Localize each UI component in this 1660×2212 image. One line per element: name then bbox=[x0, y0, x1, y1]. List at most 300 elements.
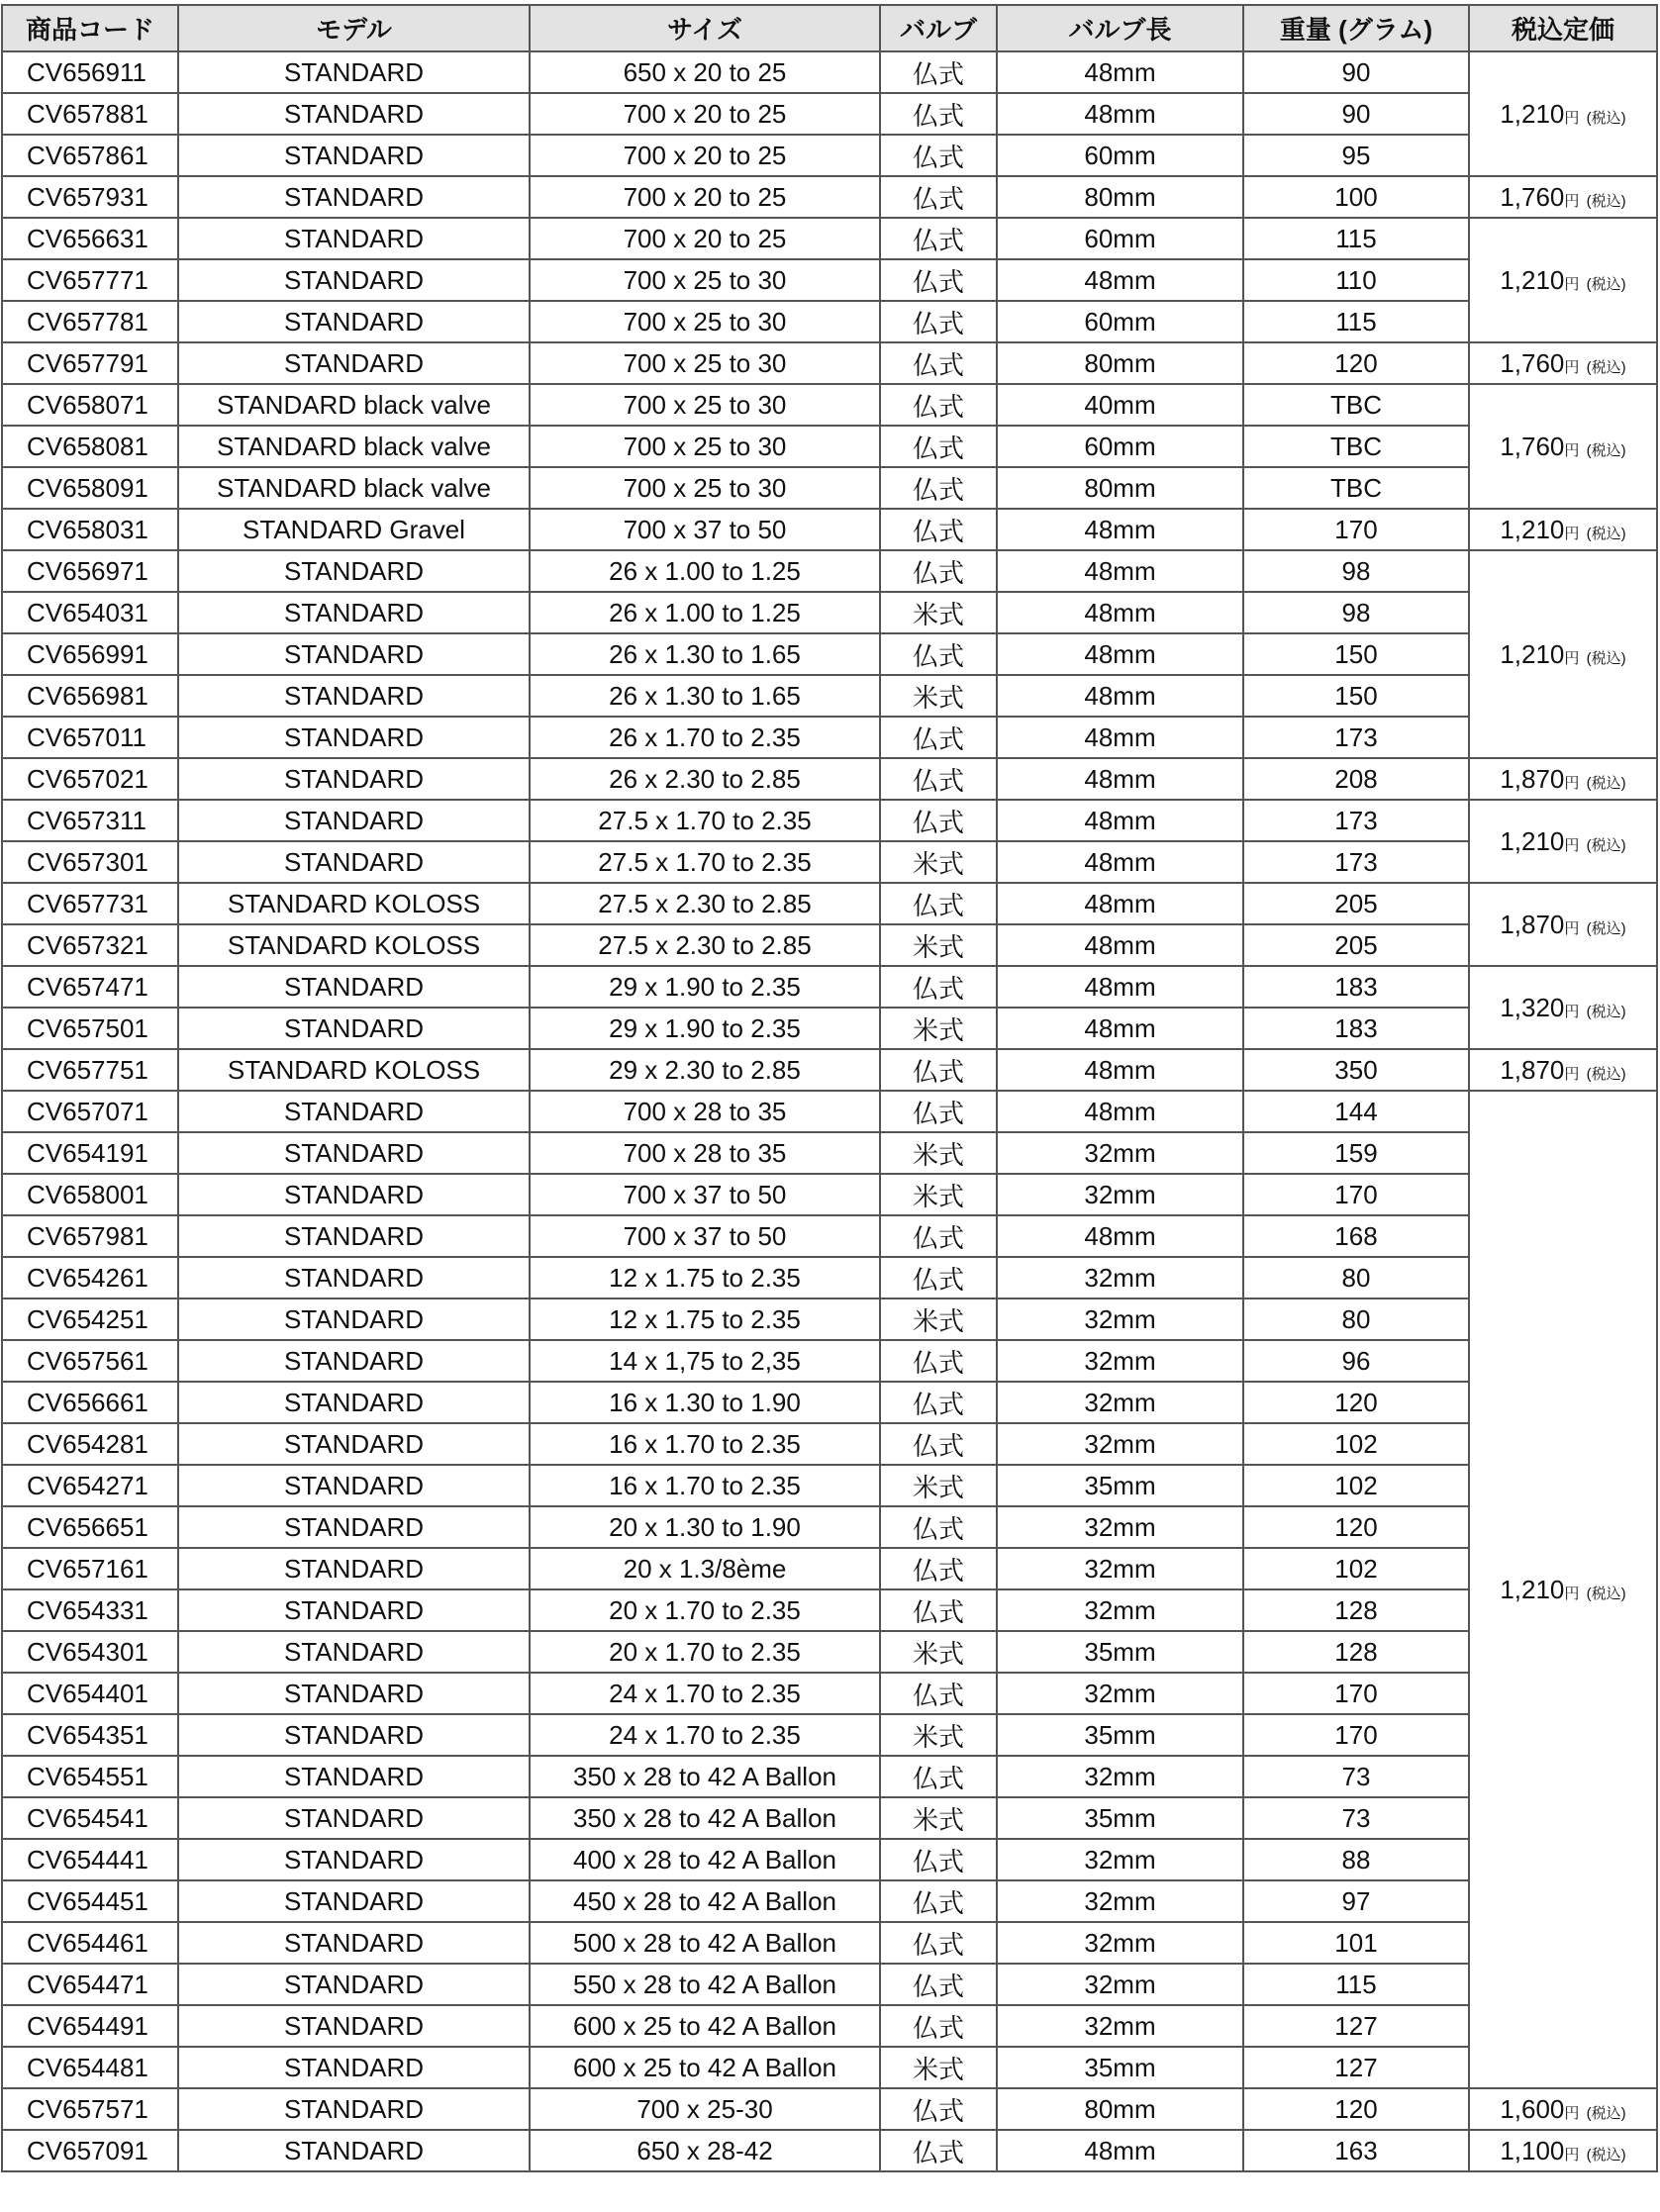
valve-length-cell: 35mm bbox=[997, 1714, 1243, 1756]
tax-included-note: (税込) bbox=[1586, 2104, 1626, 2122]
size-cell: 700 x 28 to 35 bbox=[530, 1091, 880, 1132]
weight-cell: 80 bbox=[1243, 1298, 1469, 1340]
weight-cell: 163 bbox=[1243, 2130, 1469, 2171]
model-cell: STANDARD bbox=[178, 717, 530, 758]
table-row bbox=[2, 1548, 1657, 1589]
model-cell: STANDARD bbox=[178, 1506, 530, 1548]
product-code-cell: CV654191 bbox=[2, 1132, 178, 1174]
product-code-cell: CV658081 bbox=[2, 426, 178, 467]
weight-cell: 183 bbox=[1243, 1008, 1469, 1049]
size-cell: 26 x 1.00 to 1.25 bbox=[530, 592, 880, 633]
model-cell: STANDARD bbox=[178, 1839, 530, 1880]
size-cell: 700 x 25 to 30 bbox=[530, 467, 880, 509]
model-cell: STANDARD bbox=[178, 1382, 530, 1423]
size-cell: 700 x 25 to 30 bbox=[530, 426, 880, 467]
model-cell: STANDARD bbox=[178, 758, 530, 800]
table-body bbox=[2, 51, 1657, 2171]
product-code-cell: CV656991 bbox=[2, 633, 178, 675]
product-code-cell: CV657791 bbox=[2, 342, 178, 384]
table-row bbox=[2, 758, 1657, 800]
price-amount: 1,760 bbox=[1500, 347, 1565, 378]
tax-included-note: (税込) bbox=[1586, 1585, 1626, 1602]
product-code-cell: CV657731 bbox=[2, 883, 178, 924]
product-code-cell: CV657881 bbox=[2, 93, 178, 135]
valve-type-cell: 仏式 bbox=[880, 342, 997, 384]
model-cell: STANDARD bbox=[178, 1589, 530, 1631]
header-model: モデル bbox=[178, 5, 530, 51]
valve-type-cell: 仏式 bbox=[880, 966, 997, 1008]
valve-length-cell: 32mm bbox=[997, 1922, 1243, 1964]
weight-cell: 170 bbox=[1243, 1673, 1469, 1714]
table-row bbox=[2, 301, 1657, 342]
size-cell: 20 x 1.70 to 2.35 bbox=[530, 1589, 880, 1631]
model-cell: STANDARD bbox=[178, 633, 530, 675]
valve-length-cell: 80mm bbox=[997, 2088, 1243, 2130]
tax-included-note: (税込) bbox=[1586, 2146, 1626, 2164]
model-cell: STANDARD bbox=[178, 2005, 530, 2047]
product-code-cell: CV657771 bbox=[2, 259, 178, 301]
valve-type-cell: 米式 bbox=[880, 1298, 997, 1340]
yen-suffix: 円 bbox=[1564, 649, 1580, 667]
valve-type-cell: 仏式 bbox=[880, 1589, 997, 1631]
valve-length-cell: 48mm bbox=[997, 800, 1243, 841]
tax-included-note: (税込) bbox=[1586, 919, 1626, 937]
product-code-cell: CV654441 bbox=[2, 1839, 178, 1880]
table-row bbox=[2, 1964, 1657, 2005]
product-code-cell: CV657781 bbox=[2, 301, 178, 342]
table-row bbox=[2, 675, 1657, 717]
valve-type-cell: 仏式 bbox=[880, 93, 997, 135]
yen-suffix: 円 bbox=[1564, 192, 1580, 210]
valve-length-cell: 32mm bbox=[997, 1132, 1243, 1174]
valve-type-cell: 仏式 bbox=[880, 758, 997, 800]
valve-length-cell: 32mm bbox=[997, 1506, 1243, 1548]
price-amount: 1,210 bbox=[1500, 1574, 1565, 1604]
product-code-cell: CV654301 bbox=[2, 1631, 178, 1673]
size-cell: 27.5 x 2.30 to 2.85 bbox=[530, 924, 880, 966]
price-cell bbox=[1469, 2088, 1657, 2130]
weight-cell: 127 bbox=[1243, 2047, 1469, 2088]
size-cell: 27.5 x 1.70 to 2.35 bbox=[530, 800, 880, 841]
model-cell: STANDARD bbox=[178, 1174, 530, 1215]
valve-length-cell: 60mm bbox=[997, 218, 1243, 259]
price-cell bbox=[1469, 2130, 1657, 2171]
table-row bbox=[2, 1257, 1657, 1298]
valve-type-cell: 仏式 bbox=[880, 1673, 997, 1714]
table-row bbox=[2, 1880, 1657, 1922]
product-code-cell: CV657981 bbox=[2, 1215, 178, 1257]
table-row bbox=[2, 1756, 1657, 1797]
model-cell: STANDARD KOLOSS bbox=[178, 924, 530, 966]
model-cell: STANDARD Gravel bbox=[178, 509, 530, 550]
model-cell: STANDARD bbox=[178, 1880, 530, 1922]
price-amount: 1,600 bbox=[1500, 2093, 1565, 2124]
product-code-cell: CV658001 bbox=[2, 1174, 178, 1215]
valve-type-cell: 米式 bbox=[880, 924, 997, 966]
valve-length-cell: 80mm bbox=[997, 467, 1243, 509]
valve-length-cell: 48mm bbox=[997, 1008, 1243, 1049]
weight-cell: 173 bbox=[1243, 841, 1469, 883]
valve-length-cell: 48mm bbox=[997, 1091, 1243, 1132]
size-cell: 700 x 25-30 bbox=[530, 2088, 880, 2130]
product-code-cell: CV656971 bbox=[2, 550, 178, 592]
table-row bbox=[2, 1174, 1657, 1215]
weight-cell: 115 bbox=[1243, 301, 1469, 342]
weight-cell: 168 bbox=[1243, 1215, 1469, 1257]
model-cell: STANDARD bbox=[178, 966, 530, 1008]
valve-length-cell: 60mm bbox=[997, 426, 1243, 467]
price-cell bbox=[1469, 384, 1657, 509]
product-code-cell: CV657561 bbox=[2, 1340, 178, 1382]
weight-cell: 115 bbox=[1243, 218, 1469, 259]
valve-length-cell: 48mm bbox=[997, 841, 1243, 883]
model-cell: STANDARD bbox=[178, 342, 530, 384]
weight-cell: 120 bbox=[1243, 2088, 1469, 2130]
table-row bbox=[2, 2047, 1657, 2088]
size-cell: 29 x 1.90 to 2.35 bbox=[530, 1008, 880, 1049]
valve-length-cell: 32mm bbox=[997, 1423, 1243, 1465]
product-code-cell: CV657311 bbox=[2, 800, 178, 841]
product-code-cell: CV657301 bbox=[2, 841, 178, 883]
yen-suffix: 円 bbox=[1564, 275, 1580, 293]
valve-type-cell: 仏式 bbox=[880, 467, 997, 509]
header-valve-length: バルブ長 bbox=[997, 5, 1243, 51]
weight-cell: 127 bbox=[1243, 2005, 1469, 2047]
header-product-code: 商品コード bbox=[2, 5, 178, 51]
valve-type-cell: 米式 bbox=[880, 1465, 997, 1506]
valve-type-cell: 仏式 bbox=[880, 1382, 997, 1423]
valve-length-cell: 32mm bbox=[997, 1839, 1243, 1880]
valve-type-cell: 仏式 bbox=[880, 259, 997, 301]
weight-cell: 90 bbox=[1243, 51, 1469, 93]
table-row bbox=[2, 2005, 1657, 2047]
tax-included-note: (税込) bbox=[1586, 441, 1626, 459]
table-row bbox=[2, 259, 1657, 301]
size-cell: 16 x 1.30 to 1.90 bbox=[530, 1382, 880, 1423]
product-code-cell: CV654401 bbox=[2, 1673, 178, 1714]
header-row bbox=[2, 5, 1657, 51]
yen-suffix: 円 bbox=[1564, 441, 1580, 459]
valve-type-cell: 米式 bbox=[880, 841, 997, 883]
valve-type-cell: 仏式 bbox=[880, 717, 997, 758]
size-cell: 24 x 1.70 to 2.35 bbox=[530, 1714, 880, 1756]
price-cell bbox=[1469, 1091, 1657, 2088]
valve-type-cell: 米式 bbox=[880, 592, 997, 633]
price-amount: 1,210 bbox=[1500, 514, 1565, 544]
valve-type-cell: 米式 bbox=[880, 2047, 997, 2088]
tax-included-note: (税込) bbox=[1586, 1003, 1626, 1020]
tax-included-note: (税込) bbox=[1586, 525, 1626, 542]
table-row bbox=[2, 426, 1657, 467]
table-row bbox=[2, 1340, 1657, 1382]
valve-length-cell: 48mm bbox=[997, 1215, 1243, 1257]
valve-length-cell: 48mm bbox=[997, 758, 1243, 800]
valve-type-cell: 仏式 bbox=[880, 633, 997, 675]
valve-type-cell: 仏式 bbox=[880, 1257, 997, 1298]
product-code-cell: CV654031 bbox=[2, 592, 178, 633]
weight-cell: 101 bbox=[1243, 1922, 1469, 1964]
yen-suffix: 円 bbox=[1564, 1585, 1580, 1602]
weight-cell: 205 bbox=[1243, 924, 1469, 966]
product-code-cell: CV654281 bbox=[2, 1423, 178, 1465]
size-cell: 14 x 1,75 to 2,35 bbox=[530, 1340, 880, 1382]
valve-type-cell: 仏式 bbox=[880, 1964, 997, 2005]
product-code-cell: CV657091 bbox=[2, 2130, 178, 2171]
product-code-cell: CV657861 bbox=[2, 135, 178, 176]
price-cell bbox=[1469, 1049, 1657, 1091]
product-code-cell: CV654271 bbox=[2, 1465, 178, 1506]
product-code-cell: CV656981 bbox=[2, 675, 178, 717]
weight-cell: TBC bbox=[1243, 426, 1469, 467]
size-cell: 700 x 25 to 30 bbox=[530, 342, 880, 384]
weight-cell: 170 bbox=[1243, 1174, 1469, 1215]
table-row bbox=[2, 550, 1657, 592]
product-code-cell: CV656651 bbox=[2, 1506, 178, 1548]
size-cell: 350 x 28 to 42 A Ballon bbox=[530, 1756, 880, 1797]
model-cell: STANDARD bbox=[178, 1548, 530, 1589]
yen-suffix: 円 bbox=[1564, 525, 1580, 542]
size-cell: 650 x 20 to 25 bbox=[530, 51, 880, 93]
valve-type-cell: 米式 bbox=[880, 1008, 997, 1049]
valve-type-cell: 仏式 bbox=[880, 384, 997, 426]
weight-cell: 208 bbox=[1243, 758, 1469, 800]
valve-length-cell: 48mm bbox=[997, 509, 1243, 550]
product-code-cell: CV657571 bbox=[2, 2088, 178, 2130]
size-cell: 20 x 1.70 to 2.35 bbox=[530, 1631, 880, 1673]
valve-type-cell: 仏式 bbox=[880, 1340, 997, 1382]
product-code-cell: CV654481 bbox=[2, 2047, 178, 2088]
table-row bbox=[2, 1839, 1657, 1880]
yen-suffix: 円 bbox=[1564, 774, 1580, 792]
size-cell: 700 x 20 to 25 bbox=[530, 135, 880, 176]
valve-type-cell: 仏式 bbox=[880, 218, 997, 259]
size-cell: 700 x 28 to 35 bbox=[530, 1132, 880, 1174]
valve-type-cell: 仏式 bbox=[880, 2088, 997, 2130]
size-cell: 350 x 28 to 42 A Ballon bbox=[530, 1797, 880, 1839]
table-row bbox=[2, 135, 1657, 176]
product-code-cell: CV654541 bbox=[2, 1797, 178, 1839]
valve-length-cell: 48mm bbox=[997, 966, 1243, 1008]
weight-cell: 128 bbox=[1243, 1631, 1469, 1673]
product-code-cell: CV654551 bbox=[2, 1756, 178, 1797]
size-cell: 29 x 1.90 to 2.35 bbox=[530, 966, 880, 1008]
valve-type-cell: 仏式 bbox=[880, 2130, 997, 2171]
table-row bbox=[2, 1423, 1657, 1465]
model-cell: STANDARD bbox=[178, 841, 530, 883]
weight-cell: 98 bbox=[1243, 592, 1469, 633]
valve-length-cell: 48mm bbox=[997, 883, 1243, 924]
product-code-cell: CV657011 bbox=[2, 717, 178, 758]
model-cell: STANDARD bbox=[178, 301, 530, 342]
weight-cell: 170 bbox=[1243, 1714, 1469, 1756]
valve-type-cell: 米式 bbox=[880, 675, 997, 717]
table-row bbox=[2, 384, 1657, 426]
table-row bbox=[2, 1714, 1657, 1756]
product-code-cell: CV657471 bbox=[2, 966, 178, 1008]
product-code-cell: CV654471 bbox=[2, 1964, 178, 2005]
valve-length-cell: 35mm bbox=[997, 2047, 1243, 2088]
table-row bbox=[2, 1797, 1657, 1839]
valve-type-cell: 仏式 bbox=[880, 883, 997, 924]
price-cell bbox=[1469, 509, 1657, 550]
product-code-cell: CV656911 bbox=[2, 51, 178, 93]
size-cell: 16 x 1.70 to 2.35 bbox=[530, 1423, 880, 1465]
yen-suffix: 円 bbox=[1564, 1065, 1580, 1083]
model-cell: STANDARD bbox=[178, 1132, 530, 1174]
product-code-cell: CV656661 bbox=[2, 1382, 178, 1423]
model-cell: STANDARD bbox=[178, 2047, 530, 2088]
yen-suffix: 円 bbox=[1564, 109, 1580, 127]
model-cell: STANDARD bbox=[178, 218, 530, 259]
valve-length-cell: 40mm bbox=[997, 384, 1243, 426]
valve-length-cell: 32mm bbox=[997, 1880, 1243, 1922]
valve-length-cell: 80mm bbox=[997, 176, 1243, 218]
valve-length-cell: 35mm bbox=[997, 1465, 1243, 1506]
model-cell: STANDARD bbox=[178, 1673, 530, 1714]
price-amount: 1,210 bbox=[1500, 825, 1565, 856]
size-cell: 16 x 1.70 to 2.35 bbox=[530, 1465, 880, 1506]
yen-suffix: 円 bbox=[1564, 836, 1580, 854]
valve-length-cell: 32mm bbox=[997, 1298, 1243, 1340]
valve-type-cell: 仏式 bbox=[880, 1922, 997, 1964]
weight-cell: 110 bbox=[1243, 259, 1469, 301]
size-cell: 20 x 1.30 to 1.90 bbox=[530, 1506, 880, 1548]
size-cell: 450 x 28 to 42 A Ballon bbox=[530, 1880, 880, 1922]
model-cell: STANDARD bbox=[178, 135, 530, 176]
model-cell: STANDARD bbox=[178, 2088, 530, 2130]
table-row bbox=[2, 176, 1657, 218]
size-cell: 600 x 25 to 42 A Ballon bbox=[530, 2005, 880, 2047]
header-weight: 重量 (グラム) bbox=[1243, 5, 1469, 51]
product-code-cell: CV657321 bbox=[2, 924, 178, 966]
yen-suffix: 円 bbox=[1564, 919, 1580, 937]
valve-length-cell: 48mm bbox=[997, 633, 1243, 675]
table-row bbox=[2, 1008, 1657, 1049]
model-cell: STANDARD bbox=[178, 93, 530, 135]
size-cell: 650 x 28-42 bbox=[530, 2130, 880, 2171]
valve-length-cell: 35mm bbox=[997, 1797, 1243, 1839]
table-row bbox=[2, 966, 1657, 1008]
valve-type-cell: 仏式 bbox=[880, 301, 997, 342]
valve-length-cell: 32mm bbox=[997, 1964, 1243, 2005]
price-cell bbox=[1469, 550, 1657, 758]
price-cell bbox=[1469, 758, 1657, 800]
size-cell: 20 x 1.3/8ème bbox=[530, 1548, 880, 1589]
model-cell: STANDARD bbox=[178, 1340, 530, 1382]
product-code-cell: CV657021 bbox=[2, 758, 178, 800]
size-cell: 700 x 25 to 30 bbox=[530, 259, 880, 301]
product-code-cell: CV654491 bbox=[2, 2005, 178, 2047]
table-row bbox=[2, 1922, 1657, 1964]
valve-type-cell: 仏式 bbox=[880, 1880, 997, 1922]
weight-cell: 80 bbox=[1243, 1257, 1469, 1298]
product-code-cell: CV657931 bbox=[2, 176, 178, 218]
size-cell: 26 x 1.70 to 2.35 bbox=[530, 717, 880, 758]
valve-type-cell: 仏式 bbox=[880, 1215, 997, 1257]
product-code-cell: CV657751 bbox=[2, 1049, 178, 1091]
header-size: サイズ bbox=[530, 5, 880, 51]
weight-cell: 183 bbox=[1243, 966, 1469, 1008]
size-cell: 26 x 1.30 to 1.65 bbox=[530, 633, 880, 675]
size-cell: 26 x 1.00 to 1.25 bbox=[530, 550, 880, 592]
weight-cell: 170 bbox=[1243, 509, 1469, 550]
product-code-cell: CV657071 bbox=[2, 1091, 178, 1132]
yen-suffix: 円 bbox=[1564, 358, 1580, 376]
table-row bbox=[2, 841, 1657, 883]
valve-length-cell: 32mm bbox=[997, 1174, 1243, 1215]
table-row bbox=[2, 1673, 1657, 1714]
valve-type-cell: 米式 bbox=[880, 1631, 997, 1673]
valve-type-cell: 仏式 bbox=[880, 176, 997, 218]
valve-length-cell: 48mm bbox=[997, 1049, 1243, 1091]
table-row bbox=[2, 1049, 1657, 1091]
valve-length-cell: 32mm bbox=[997, 1589, 1243, 1631]
size-cell: 700 x 20 to 25 bbox=[530, 176, 880, 218]
product-code-cell: CV656631 bbox=[2, 218, 178, 259]
size-cell: 26 x 1.30 to 1.65 bbox=[530, 675, 880, 717]
table-row bbox=[2, 1382, 1657, 1423]
model-cell: STANDARD bbox=[178, 1091, 530, 1132]
valve-length-cell: 48mm bbox=[997, 259, 1243, 301]
table-row bbox=[2, 342, 1657, 384]
model-cell: STANDARD KOLOSS bbox=[178, 883, 530, 924]
product-code-cell: CV654251 bbox=[2, 1298, 178, 1340]
valve-length-cell: 32mm bbox=[997, 1340, 1243, 1382]
price-cell bbox=[1469, 342, 1657, 384]
table-row bbox=[2, 1631, 1657, 1673]
valve-type-cell: 仏式 bbox=[880, 1506, 997, 1548]
weight-cell: 173 bbox=[1243, 800, 1469, 841]
price-amount: 1,100 bbox=[1500, 2135, 1565, 2165]
table-row bbox=[2, 509, 1657, 550]
price-amount: 1,210 bbox=[1500, 638, 1565, 669]
model-cell: STANDARD bbox=[178, 1922, 530, 1964]
tax-included-note: (税込) bbox=[1586, 836, 1626, 854]
weight-cell: 96 bbox=[1243, 1340, 1469, 1382]
valve-length-cell: 80mm bbox=[997, 342, 1243, 384]
table-row bbox=[2, 924, 1657, 966]
model-cell: STANDARD bbox=[178, 1756, 530, 1797]
product-code-cell: CV654261 bbox=[2, 1257, 178, 1298]
price-amount: 1,320 bbox=[1500, 992, 1565, 1022]
valve-type-cell: 仏式 bbox=[880, 2005, 997, 2047]
price-cell bbox=[1469, 51, 1657, 176]
valve-length-cell: 48mm bbox=[997, 717, 1243, 758]
size-cell: 700 x 37 to 50 bbox=[530, 1174, 880, 1215]
model-cell: STANDARD bbox=[178, 1008, 530, 1049]
weight-cell: 120 bbox=[1243, 1506, 1469, 1548]
valve-length-cell: 32mm bbox=[997, 1548, 1243, 1589]
size-cell: 700 x 20 to 25 bbox=[530, 93, 880, 135]
table-row bbox=[2, 633, 1657, 675]
yen-suffix: 円 bbox=[1564, 2146, 1580, 2164]
price-amount: 1,210 bbox=[1500, 98, 1565, 129]
price-amount: 1,870 bbox=[1500, 909, 1565, 939]
model-cell: STANDARD bbox=[178, 1964, 530, 2005]
model-cell: STANDARD bbox=[178, 800, 530, 841]
weight-cell: 150 bbox=[1243, 675, 1469, 717]
valve-length-cell: 60mm bbox=[997, 301, 1243, 342]
valve-length-cell: 48mm bbox=[997, 51, 1243, 93]
valve-type-cell: 仏式 bbox=[880, 1423, 997, 1465]
weight-cell: 100 bbox=[1243, 176, 1469, 218]
model-cell: STANDARD KOLOSS bbox=[178, 1049, 530, 1091]
size-cell: 550 x 28 to 42 A Ballon bbox=[530, 1964, 880, 2005]
valve-length-cell: 32mm bbox=[997, 2005, 1243, 2047]
valve-type-cell: 仏式 bbox=[880, 1548, 997, 1589]
price-cell bbox=[1469, 218, 1657, 342]
model-cell: STANDARD bbox=[178, 1298, 530, 1340]
